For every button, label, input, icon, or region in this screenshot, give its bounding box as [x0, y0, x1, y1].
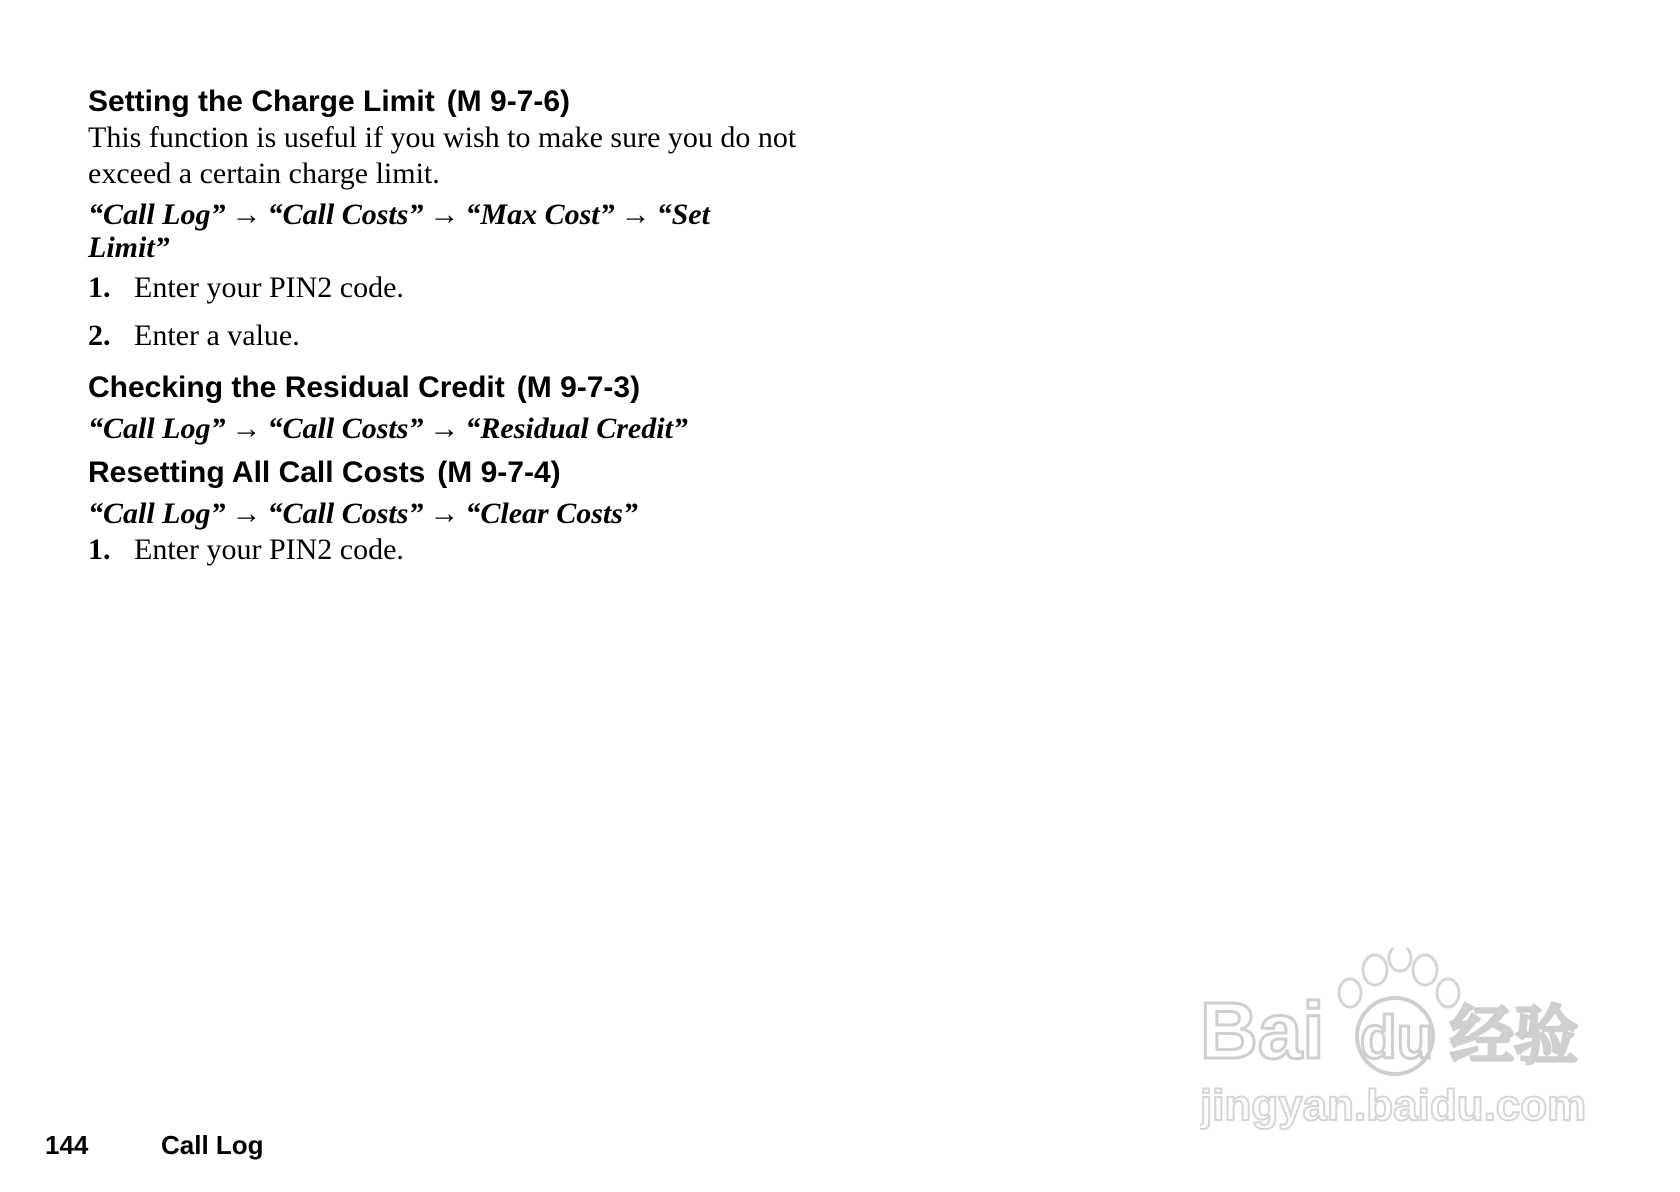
menu-path	[88, 198, 768, 264]
step-item	[88, 318, 808, 354]
page-number: 144	[45, 1130, 89, 1160]
path-item: “Call Costs”	[267, 412, 424, 445]
watermark-url-text: jingyan.baidu.com	[1200, 1081, 1587, 1130]
path-item: “Set Limit”	[88, 198, 710, 264]
arrow-icon: →	[231, 198, 262, 231]
arrow-icon: →	[231, 412, 262, 445]
menu-code: (M 9-7-4)	[437, 456, 561, 489]
step-number: 1.	[88, 533, 111, 566]
menu-path	[88, 497, 808, 530]
section-title: Resetting All Call Costs	[88, 456, 426, 489]
arrow-icon: →	[429, 497, 460, 530]
step-text: Enter a value.	[134, 319, 300, 352]
step-text: Enter your PIN2 code.	[134, 271, 404, 304]
svg-text:du: du	[1360, 1004, 1434, 1071]
arrow-icon: →	[231, 497, 262, 530]
path-item: “Residual Credit”	[465, 412, 688, 445]
path-item: “Max Cost”	[465, 198, 615, 231]
section-title: Setting the Charge Limit	[88, 85, 435, 118]
chapter-name: Call Log	[161, 1130, 264, 1160]
path-item: “Call Log”	[88, 497, 226, 530]
arrow-icon: →	[620, 198, 651, 231]
path-item: “Call Log”	[88, 412, 226, 445]
path-item: “Call Costs”	[267, 198, 424, 231]
path-item: “Call Costs”	[267, 497, 424, 530]
watermark-brand-text: Bai	[1200, 986, 1325, 1075]
section-title: Checking the Residual Credit	[88, 371, 505, 404]
path-item: “Clear Costs”	[465, 497, 638, 530]
section-heading-reset-costs	[88, 455, 808, 491]
step-item	[88, 532, 808, 568]
section-description: This function is useful if you wish to make sure you do not exceed a certain charge limit.	[88, 121, 797, 190]
menu-path	[88, 412, 808, 445]
arrow-icon: →	[429, 198, 460, 231]
step-number: 2.	[88, 319, 111, 352]
baidu-watermark-logo	[1200, 948, 1600, 1138]
path-item: “Call Log”	[88, 198, 226, 231]
section-heading-residual-credit	[88, 370, 808, 406]
menu-code: (M 9-7-3)	[516, 371, 641, 404]
step-number: 1.	[88, 271, 111, 304]
page-content	[88, 84, 808, 568]
step-text: Enter your PIN2 code.	[134, 533, 404, 566]
svg-text:经验: 经验	[1450, 1000, 1578, 1074]
menu-code: (M 9-7-6)	[446, 85, 571, 118]
step-item	[88, 270, 808, 306]
section-heading-charge-limit	[88, 84, 808, 120]
arrow-icon: →	[429, 412, 460, 445]
page-footer	[45, 1130, 264, 1160]
